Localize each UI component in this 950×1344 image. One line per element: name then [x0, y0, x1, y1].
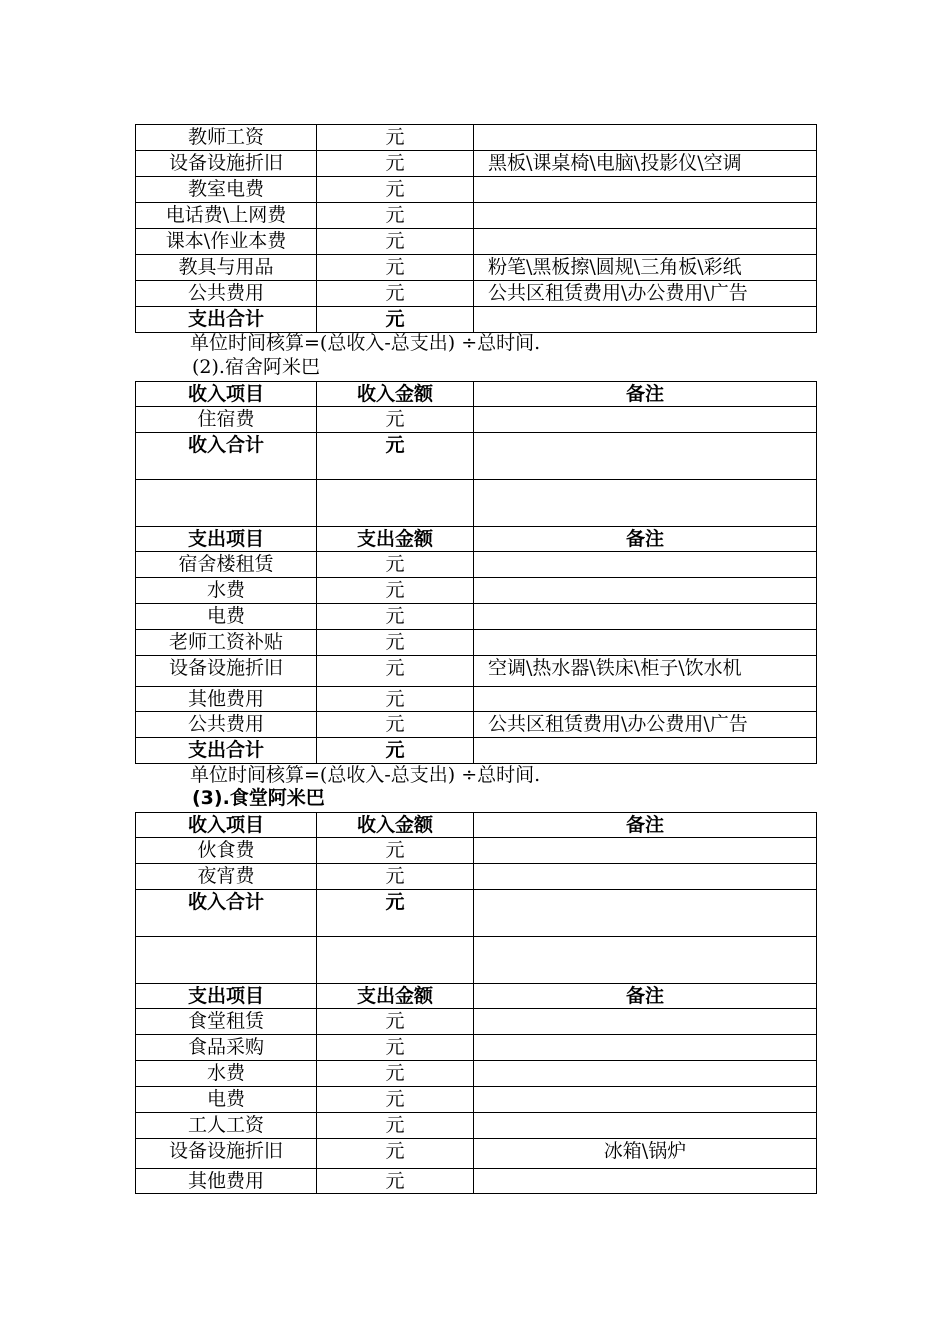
table-row — [136, 578, 817, 604]
table-row — [136, 229, 817, 255]
amount-cell: 元 — [385, 230, 405, 252]
item-cell: 食品采购 — [187, 1036, 264, 1058]
table-row — [136, 255, 817, 281]
item-cell: 教具与用品 — [178, 256, 274, 278]
table-row — [136, 687, 817, 712]
total-label: 支出合计 — [187, 308, 264, 330]
table-row — [136, 630, 817, 656]
amount-cell: 元 — [385, 1170, 405, 1192]
dormitory-table — [135, 381, 817, 764]
amount-cell: 元 — [385, 605, 405, 627]
table-row — [136, 1113, 817, 1139]
table-row — [136, 203, 817, 229]
table-row — [136, 281, 817, 307]
header-note: 备注 — [625, 985, 664, 1007]
amount-cell: 元 — [385, 839, 405, 861]
header-amount: 收入金额 — [356, 814, 433, 836]
header-note: 备注 — [625, 383, 664, 405]
amount-cell: 元 — [385, 631, 405, 653]
item-cell: 公共费用 — [187, 713, 264, 735]
header-note: 备注 — [625, 814, 664, 836]
header-amount: 支出金额 — [356, 528, 433, 550]
total-label: 支出合计 — [187, 739, 264, 761]
note-cell — [488, 203, 816, 206]
amount-cell: 元 — [385, 126, 405, 148]
expense-total-row — [136, 738, 817, 764]
total-amount: 元 — [385, 739, 405, 761]
header-note: 备注 — [625, 528, 664, 550]
income-header-row — [136, 382, 817, 407]
item-cell: 老师工资补贴 — [168, 631, 283, 653]
item-cell: 电费 — [206, 605, 245, 627]
amount-cell: 元 — [385, 713, 405, 735]
header-item: 支出项目 — [187, 985, 264, 1007]
item-cell: 工人工资 — [187, 1114, 264, 1136]
table-row — [136, 1087, 817, 1113]
table-row — [136, 712, 817, 738]
note-cell: 黑板\课桌椅\电脑\投影仪\空调 — [488, 152, 742, 174]
note-cell: 空调\热水器\铁床\柜子\饮水机 — [488, 657, 742, 679]
table-row — [136, 1169, 817, 1194]
item-cell: 其他费用 — [187, 1170, 264, 1192]
total-amount: 元 — [385, 308, 405, 330]
amount-cell: 元 — [385, 657, 405, 679]
note-cell: 公共区租赁费用\办公费用\广告 — [488, 282, 748, 304]
note-cell — [488, 1169, 816, 1172]
amount-cell: 元 — [385, 1088, 405, 1110]
header-item: 收入项目 — [187, 814, 264, 836]
canteen-table — [135, 812, 817, 1194]
item-cell: 电费 — [206, 1088, 245, 1110]
table-row — [136, 125, 817, 151]
formula-text: 单位时间核算=(总收入-总支出) ÷总时间. — [190, 764, 541, 786]
table-row — [136, 407, 817, 433]
amount-cell: 元 — [385, 1062, 405, 1084]
amount-cell: 元 — [385, 579, 405, 601]
note-cell — [488, 604, 816, 607]
table-row — [136, 864, 817, 890]
income-total-row — [136, 433, 817, 480]
note-cell — [488, 1061, 816, 1064]
note-cell — [488, 125, 816, 128]
amount-cell: 元 — [385, 1140, 405, 1162]
section-title: (3).食堂阿米巴 — [192, 787, 325, 809]
note-cell — [488, 1009, 816, 1012]
note-cell — [488, 552, 816, 555]
note-cell — [488, 1087, 816, 1090]
expense-header-row — [136, 527, 817, 552]
note-cell — [488, 177, 816, 180]
item-cell: 设备设施折旧 — [168, 152, 283, 174]
amount-cell: 元 — [385, 688, 405, 710]
note-cell — [488, 687, 816, 690]
amount-cell: 元 — [385, 1114, 405, 1136]
note-cell — [488, 407, 816, 410]
income-header-row — [136, 813, 817, 838]
note-cell — [488, 1113, 816, 1116]
item-cell: 伙食费 — [197, 839, 255, 861]
total-label: 收入合计 — [187, 434, 264, 456]
table-row — [136, 177, 817, 203]
amount-cell: 元 — [385, 152, 405, 174]
amount-cell: 元 — [385, 408, 405, 430]
note-cell — [488, 229, 816, 232]
table-row — [136, 1139, 817, 1169]
header-amount: 收入金额 — [356, 383, 433, 405]
amount-cell: 元 — [385, 1036, 405, 1058]
note-cell: 公共区租赁费用\办公费用\广告 — [488, 713, 748, 735]
table-row — [136, 1035, 817, 1061]
note-cell — [488, 1035, 816, 1038]
note-cell: 粉笔\黑板擦\圆规\三角板\彩纸 — [488, 256, 742, 278]
classroom-expense-table — [135, 124, 817, 333]
amount-cell: 元 — [385, 282, 405, 304]
item-cell: 住宿费 — [197, 408, 255, 430]
note-cell — [488, 838, 816, 841]
item-cell: 水费 — [206, 579, 245, 601]
empty-row — [136, 937, 817, 984]
note-cell — [488, 630, 816, 633]
note-cell — [488, 578, 816, 581]
item-cell: 教师工资 — [187, 126, 264, 148]
amount-cell: 元 — [385, 553, 405, 575]
item-cell: 夜宵费 — [197, 865, 255, 887]
expense-header-row — [136, 984, 817, 1009]
total-amount: 元 — [385, 434, 405, 456]
total-label: 收入合计 — [187, 891, 264, 913]
table-row — [136, 552, 817, 578]
formula-text: 单位时间核算=(总收入-总支出) ÷总时间. — [190, 332, 541, 354]
item-cell: 公共费用 — [187, 282, 264, 304]
item-cell: 教室电费 — [187, 178, 264, 200]
note-cell — [488, 864, 816, 867]
empty-row — [136, 480, 817, 527]
item-cell: 设备设施折旧 — [168, 657, 283, 679]
total-amount: 元 — [385, 891, 405, 913]
item-cell: 设备设施折旧 — [168, 1140, 283, 1162]
section-title: (2).宿舍阿米巴 — [192, 356, 320, 378]
header-item: 支出项目 — [187, 528, 264, 550]
table-row — [136, 838, 817, 864]
table-row — [136, 151, 817, 177]
note-cell: 冰箱\锅炉 — [603, 1140, 687, 1162]
amount-cell: 元 — [385, 256, 405, 278]
amount-cell: 元 — [385, 204, 405, 226]
item-cell: 食堂租赁 — [187, 1010, 264, 1032]
table-row — [136, 656, 817, 687]
table-row — [136, 1061, 817, 1087]
header-amount: 支出金额 — [356, 985, 433, 1007]
income-total-row — [136, 890, 817, 937]
amount-cell: 元 — [385, 1010, 405, 1032]
item-cell: 电话费\上网费 — [165, 204, 287, 226]
expense-total-row — [136, 307, 817, 333]
item-cell: 其他费用 — [187, 688, 264, 710]
item-cell: 水费 — [206, 1062, 245, 1084]
table-row — [136, 1009, 817, 1035]
item-cell: 课本\作业本费 — [165, 230, 287, 252]
amount-cell: 元 — [385, 865, 405, 887]
header-item: 收入项目 — [187, 383, 264, 405]
item-cell: 宿舍楼租赁 — [178, 553, 274, 575]
amount-cell: 元 — [385, 178, 405, 200]
table-row — [136, 604, 817, 630]
